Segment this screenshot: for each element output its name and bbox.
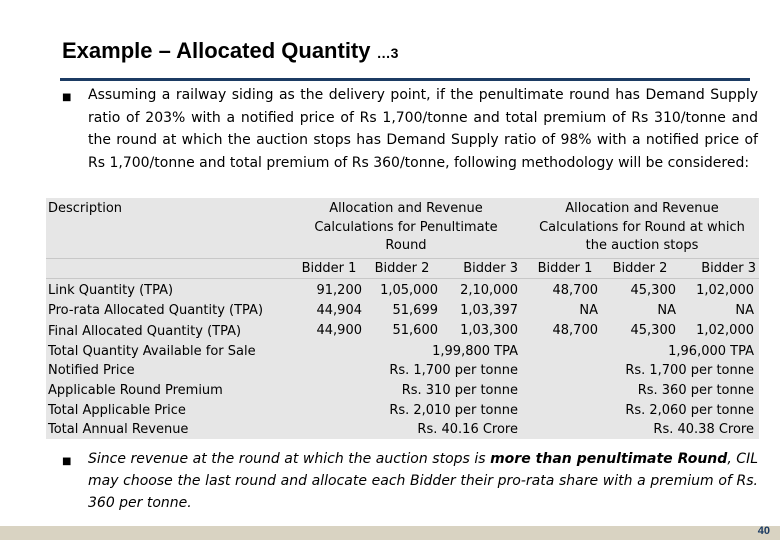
table-cell: Rs. 40.38 Crore — [653, 422, 754, 437]
table-cell: Rs. 360 per tonne — [637, 383, 754, 398]
table-cell: 1,96,000 TPA — [668, 344, 754, 359]
table-cell: 48,700 — [552, 323, 598, 338]
table-cell: Rs. 2,060 per tonne — [625, 403, 754, 418]
fin-bidder-3-header: Bidder 3 — [701, 261, 756, 276]
table-cell: 91,200 — [316, 283, 362, 298]
row-label: Total Quantity Available for Sale — [48, 344, 256, 359]
table-cell: NA — [579, 303, 598, 318]
row-label: Link Quantity (TPA) — [48, 283, 174, 298]
table-cell: NA — [657, 303, 676, 318]
conclusion-emphasis: more than penultimate Round — [490, 451, 728, 467]
pen-bidder-1-header: Bidder 1 — [301, 261, 357, 276]
footer-bar — [0, 526, 780, 540]
conclusion-text-2: , CIL may choose the last round and allocate each Bidder their pro-rata share with a premium of Rs. 360 per tonne. — [88, 451, 759, 511]
penultimate-round-header: Allocation and Revenue Calculations for Penultimate Round — [314, 201, 498, 253]
row-label: Notified Price — [48, 363, 135, 378]
fin-bidder-1-header: Bidder 1 — [537, 261, 593, 276]
row-label: Total Annual Revenue — [48, 422, 189, 437]
table-cell: Rs. 1,700 per tonne — [625, 363, 754, 378]
table-cell: 1,03,300 — [460, 323, 518, 338]
conclusion-paragraph — [88, 448, 758, 514]
table-cell: 1,02,000 — [696, 283, 754, 298]
table-cell: 51,600 — [392, 323, 438, 338]
table-cell: 2,10,000 — [460, 283, 518, 298]
fin-bidder-2-header: Bidder 2 — [612, 261, 668, 276]
table-cell: Rs. 2,010 per tonne — [389, 403, 518, 418]
page-number: 40 — [757, 525, 770, 537]
table-cell: Rs. 40.16 Crore — [417, 422, 518, 437]
title-underline — [60, 78, 750, 81]
table-cell: 44,900 — [316, 323, 362, 338]
table-cell: Rs. 1,700 per tonne — [389, 363, 518, 378]
page-title — [62, 38, 398, 64]
conclusion-text-1: Since revenue at the round at which the auction stops is — [88, 451, 491, 467]
pen-bidder-3-header: Bidder 3 — [463, 261, 518, 276]
table-divider — [46, 258, 759, 259]
table-cell: 1,03,397 — [460, 303, 518, 318]
table-cell: 44,904 — [316, 303, 362, 318]
table-cell: 45,300 — [630, 283, 676, 298]
row-label: Final Allocated Quantity (TPA) — [48, 324, 242, 339]
page-title-main: Example – Allocated Quantity — [62, 38, 371, 63]
row-label: Applicable Round Premium — [48, 383, 223, 398]
table-cell: 1,99,800 TPA — [432, 344, 518, 359]
table-cell: 45,300 — [630, 323, 676, 338]
table-cell: 1,05,000 — [380, 283, 438, 298]
intro-paragraph: Assuming a railway siding as the delivery point, if the penultimate round has Demand Supply ratio of 203% with a notified price of Rs 1,700/tonne and total premium of Rs 310/tonne and the round at which the auction stops has Demand Supply ratio of 98% with a notified price of Rs 1,700/tonne and total premium of Rs 360/tonne, following methodology will be considered: — [88, 87, 758, 171]
row-label: Pro-rata Allocated Quantity (TPA) — [48, 303, 264, 318]
table-cell: NA — [735, 303, 754, 318]
final-round-header: Allocation and Revenue Calculations for Round at which the auction stops — [539, 201, 745, 253]
bullet-square-icon: ■ — [62, 456, 72, 467]
page-title-suffix: …3 — [376, 45, 399, 61]
description-header: Description — [48, 201, 123, 216]
table-divider — [46, 278, 759, 279]
row-label: Total Applicable Price — [48, 403, 186, 418]
bullet-square-icon: ■ — [62, 92, 72, 103]
table-cell: Rs. 310 per tonne — [401, 383, 518, 398]
table-cell: 51,699 — [392, 303, 438, 318]
pen-bidder-2-header: Bidder 2 — [374, 261, 430, 276]
table-cell: 1,02,000 — [696, 323, 754, 338]
table-cell: 48,700 — [552, 283, 598, 298]
